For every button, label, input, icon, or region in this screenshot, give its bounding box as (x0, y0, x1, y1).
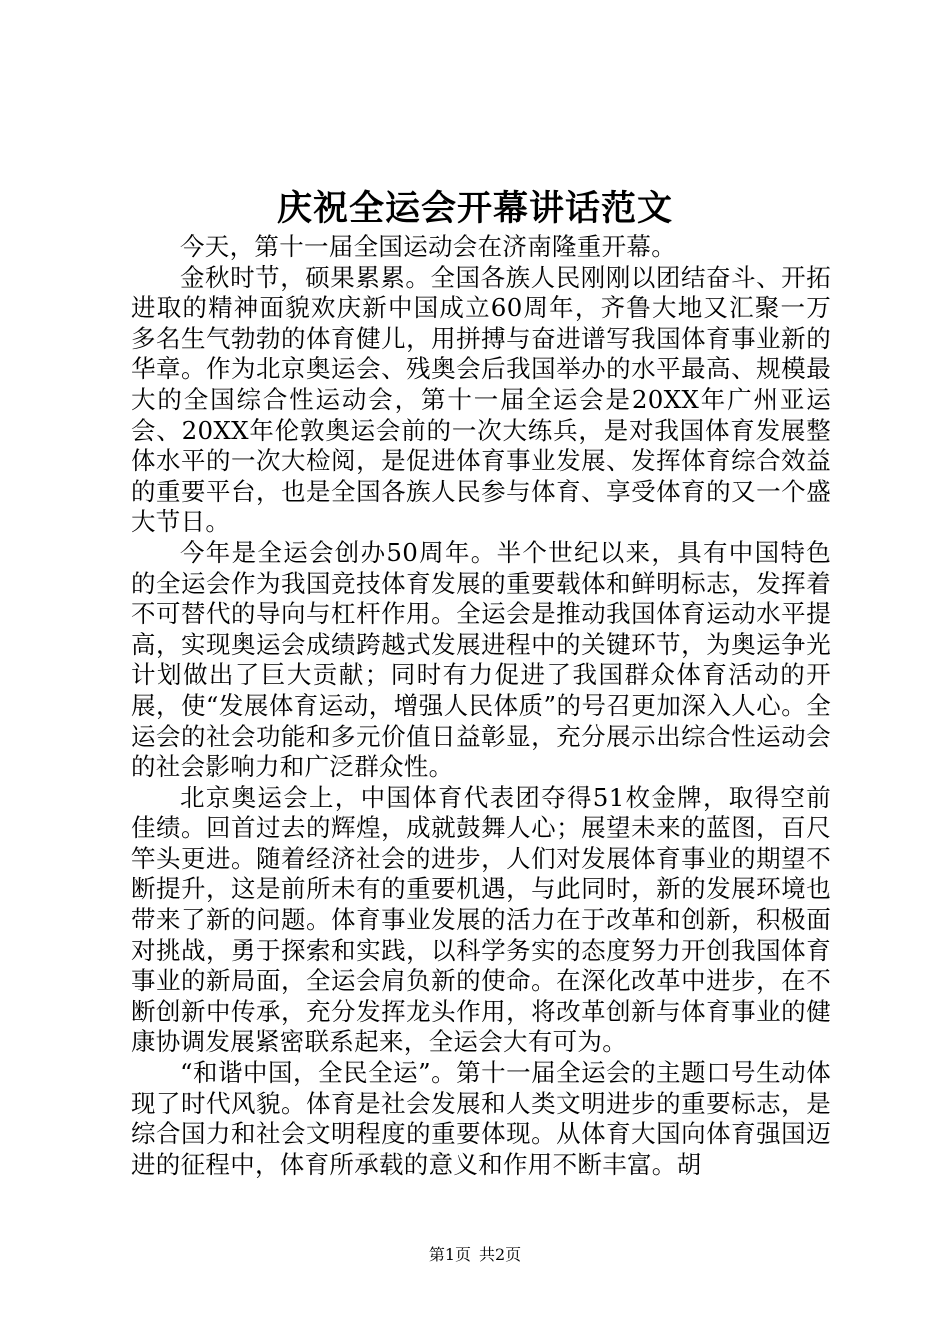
paragraph-1: 今天，第十一届全国运动会在济南隆重开幕。 (180, 232, 676, 261)
page-number: 第1页 (428, 1245, 471, 1264)
document-body (131, 232, 831, 1180)
paragraph-2: 金秋时节，硕果累累。全国各族人民刚刚以团结奋斗、开拓进取的精神面貌欢庆新中国成立60周年，齐鲁大地又汇聚一万多名生气勃勃的体育健儿，用拼搏与奋进谱写我国体育事业新的华章。作为北京奥运会、残奥会后我国举办的水平最高、规模最大的全国综合性运动会，第十一届全运会是20XX年广州亚运会、20XX年伦敦奥运会前的一次大练兵，是对我国体育发展整体水平的一次大检阅，是促进体育事业发展、发挥体育综合效益的重要平台，也是全国各族人民参与体育、享受体育的又一个盛大节日。 (131, 262, 831, 537)
paragraph-4: 北京奥运会上，中国体育代表团夺得51枚金牌，取得空前佳绩。回首过去的辉煌，成就鼓舞人心；展望未来的蓝图，百尺竿头更进。随着经济社会的进步，人们对发展体育事业的期望不断提升，这是前所未有的重要机遇，与此同时，新的发展环境也带来了新的问题。体育事业发展的活力在于改革和创新，积极面对挑战，勇于探索和实践，以科学务实的态度努力开创我国体育事业的新局面，全运会肩负新的使命。在深化改革中进步，在不断创新中传承，充分发挥龙头作用，将改革创新与体育事业的健康协调发展紧密联系起来，全运会大有可为。 (131, 782, 831, 1057)
paragraph-5: “和谐中国，全民全运”。第十一届全运会的主题口号生动体现了时代风貌。体育是社会发展和人类文明进步的重要标志，是综合国力和社会文明程度的重要体现。从体育大国向体育强国迈进的征程中，体育所承载的意义和作用不断丰富。胡 (131, 1058, 831, 1179)
document-title: 庆祝全运会开幕讲话范文 (276, 188, 673, 229)
page-total: 共2页 (479, 1245, 522, 1264)
paragraph-3: 今年是全运会创办50周年。半个世纪以来，具有中国特色的全运会作为我国竞技体育发展的重要载体和鲜明标志，发挥着不可替代的导向与杠杆作用。全运会是推动我国体育运动水平提高，实现奥运会成绩跨越式发展进程中的关键环节，为奥运争光计划做出了巨大贡献；同时有力促进了我国群众体育活动的开展，使“发展体育运动，增强人民体质”的号召更加深入人心。全运会的社会功能和多元价值日益彰显，充分展示出综合性运动会的社会影响力和广泛群众性。 (131, 537, 831, 782)
page-footer (0, 1245, 950, 1265)
